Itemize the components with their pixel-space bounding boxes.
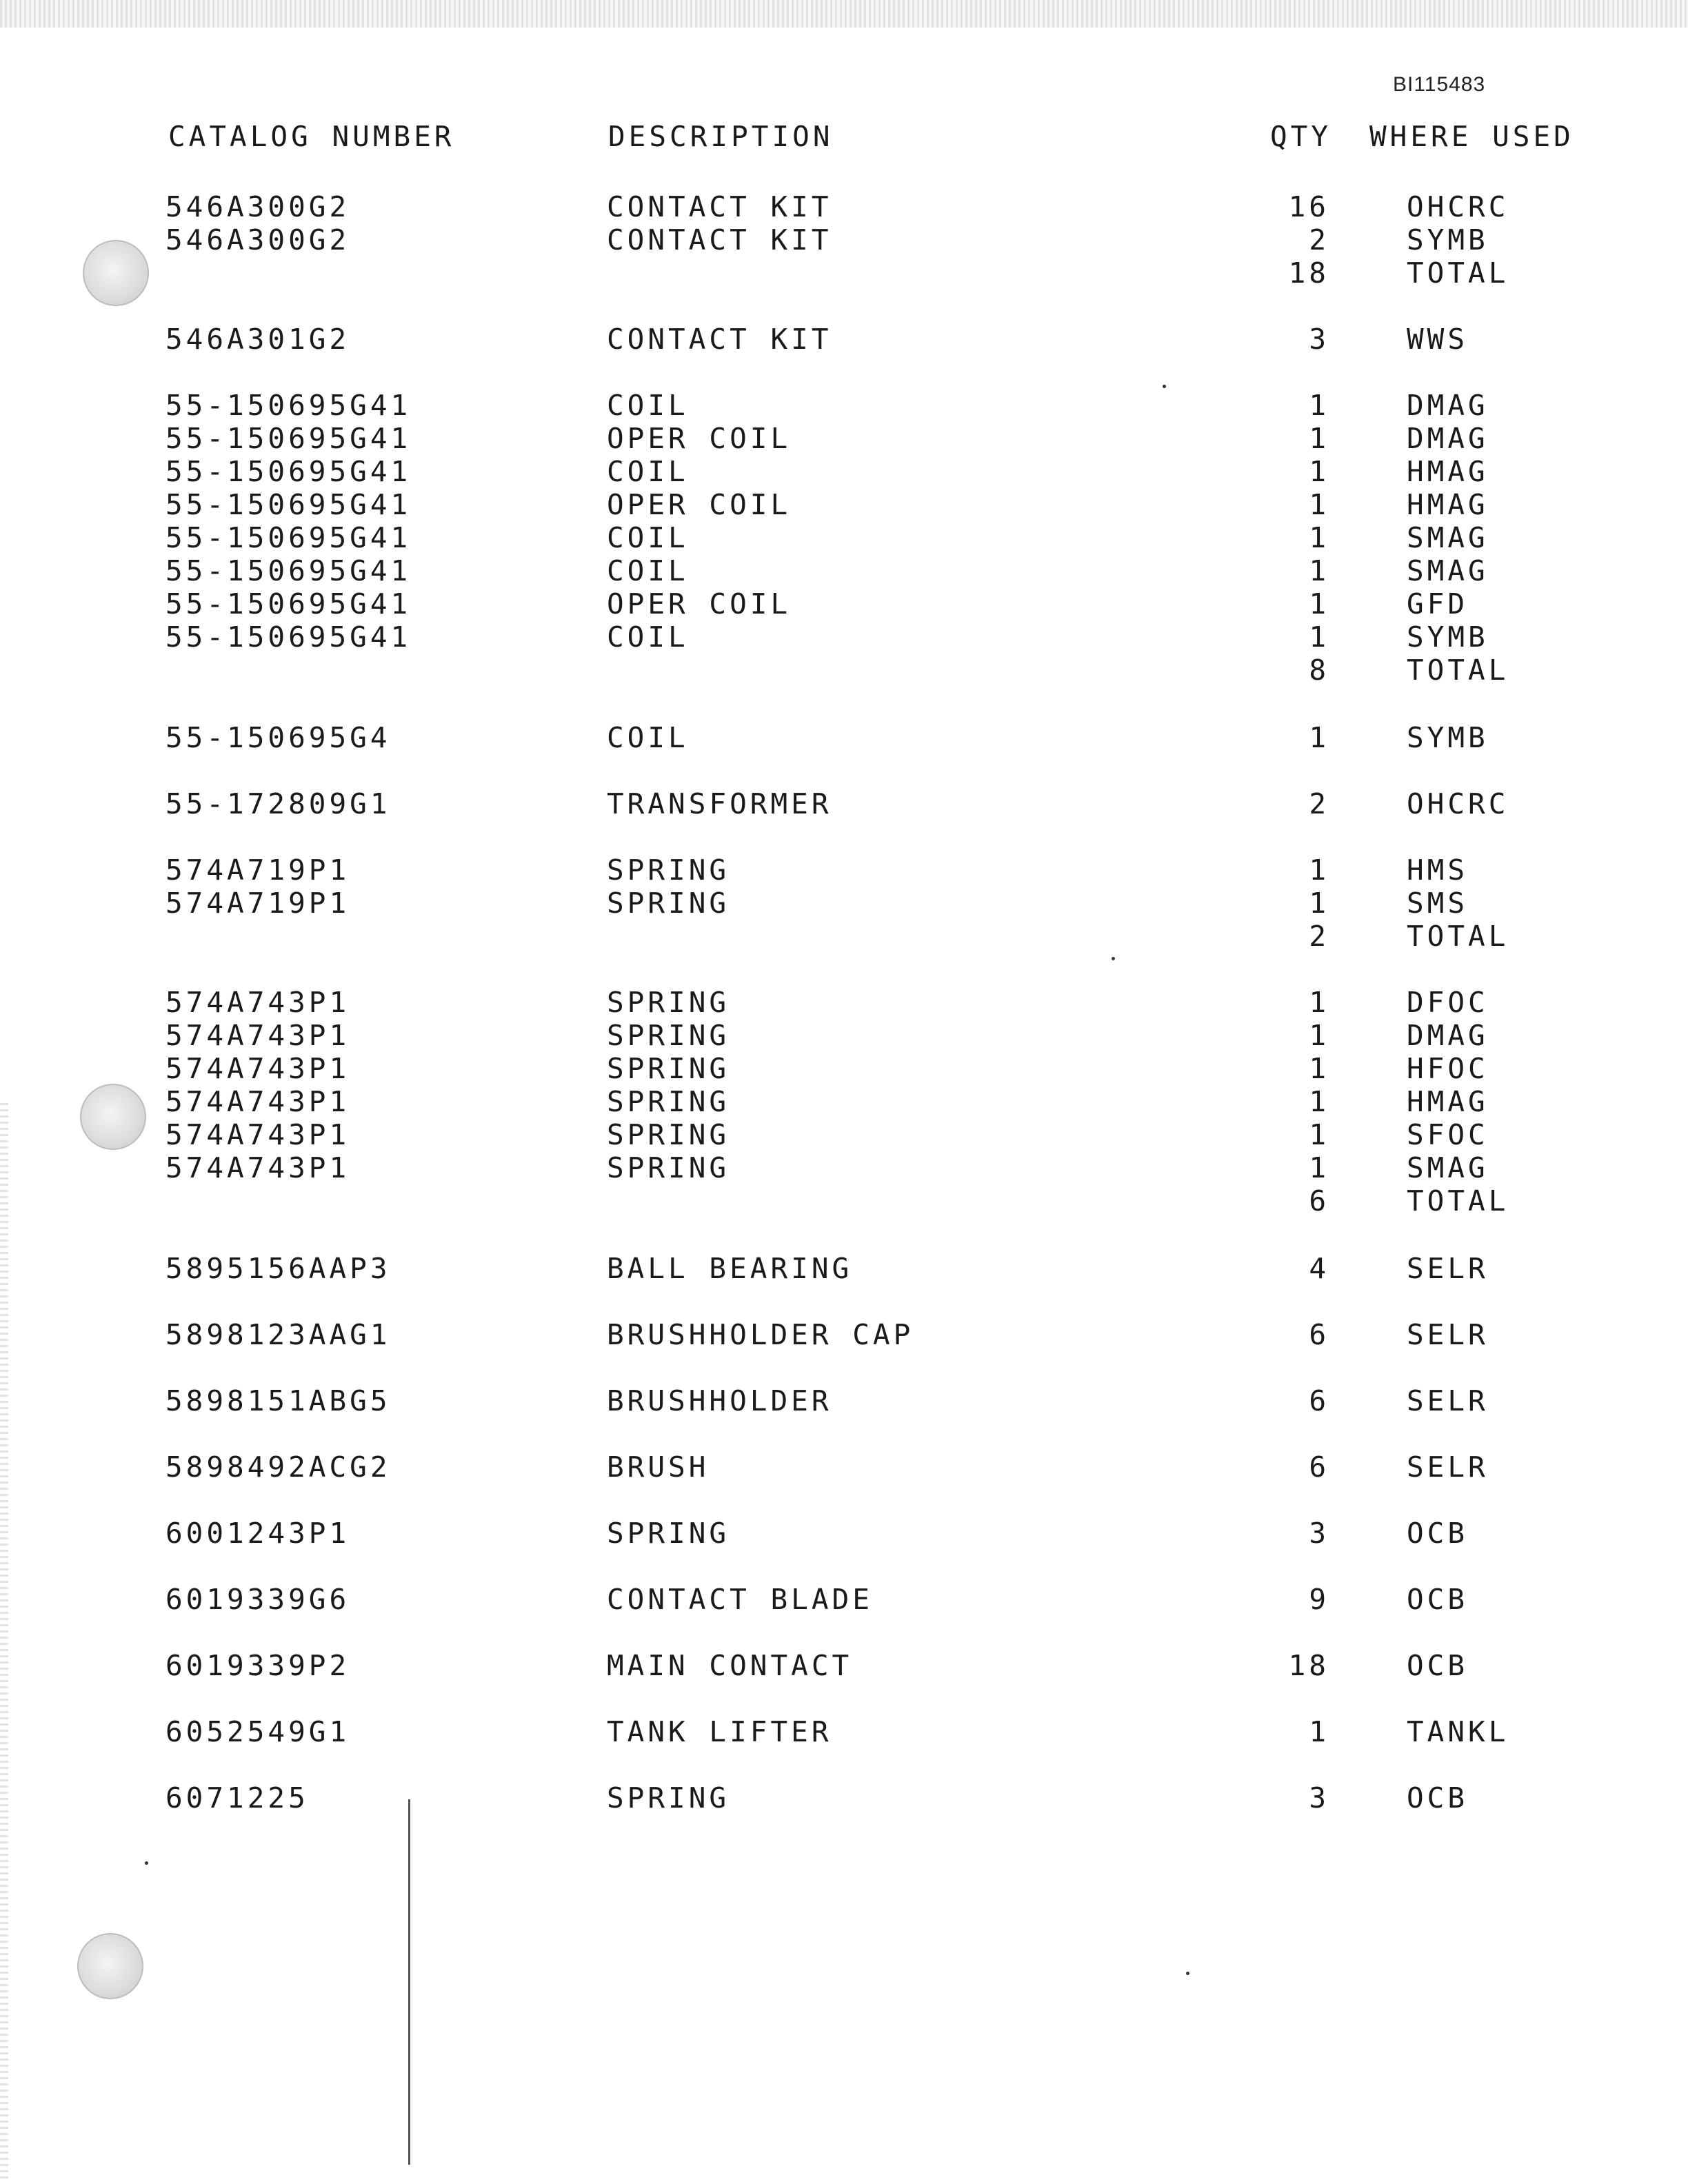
- quantity: 9: [1309, 1583, 1329, 1616]
- description: SPRING: [607, 1517, 730, 1550]
- catalog-number: 574A743P1: [165, 986, 350, 1019]
- catalog-number: 6001243P1: [165, 1517, 350, 1550]
- where-used: SMAG: [1407, 1151, 1489, 1184]
- description: BALL BEARING: [607, 1252, 853, 1285]
- description: SPRING: [607, 887, 730, 920]
- where-used: HMS: [1407, 853, 1469, 887]
- where-used: TANKL: [1407, 1715, 1509, 1748]
- where-used: OCB: [1407, 1517, 1469, 1550]
- where-used: OCB: [1407, 1649, 1469, 1682]
- where-used: OHCRC: [1407, 190, 1509, 223]
- quantity: 8: [1309, 654, 1329, 687]
- table-row: [0, 721, 1688, 754]
- quantity: 3: [1309, 1781, 1329, 1814]
- where-used: OCB: [1407, 1583, 1469, 1616]
- quantity: 4: [1309, 1252, 1329, 1285]
- quantity: 18: [1288, 1649, 1329, 1682]
- catalog-number: 5898123AAG1: [165, 1318, 391, 1351]
- description: TANK LIFTER: [607, 1715, 832, 1748]
- where-used: SYMB: [1407, 620, 1489, 654]
- catalog-number: 55-150695G41: [165, 521, 412, 554]
- where-used: TOTAL: [1407, 654, 1509, 687]
- catalog-number: 574A743P1: [165, 1019, 350, 1052]
- catalog-number: 55-150695G41: [165, 389, 412, 422]
- table-row: [0, 853, 1688, 887]
- where-used: HFOC: [1407, 1052, 1489, 1085]
- quantity: 6: [1309, 1384, 1329, 1417]
- table-row: [0, 223, 1688, 256]
- quantity: 2: [1309, 920, 1329, 953]
- catalog-number: 55-150695G4: [165, 721, 391, 754]
- table-row: [0, 1318, 1688, 1351]
- quantity: 3: [1309, 323, 1329, 356]
- description: SPRING: [607, 1781, 730, 1814]
- punch-hole-bottom: [77, 1933, 143, 1999]
- catalog-number: 574A743P1: [165, 1085, 350, 1118]
- quantity: 1: [1309, 853, 1329, 887]
- catalog-number: 5895156AAP3: [165, 1252, 391, 1285]
- where-used: DMAG: [1407, 422, 1489, 455]
- table-row: [0, 887, 1688, 920]
- header-qty: QTY: [1270, 120, 1332, 153]
- description: SPRING: [607, 1118, 730, 1151]
- catalog-number: 574A719P1: [165, 887, 350, 920]
- quantity: 1: [1309, 1019, 1329, 1052]
- quantity: 2: [1309, 223, 1329, 256]
- table-row: [0, 455, 1688, 488]
- table-row: [0, 587, 1688, 620]
- catalog-number: 5898492ACG2: [165, 1450, 391, 1484]
- table-row: [0, 920, 1688, 953]
- where-used: DMAG: [1407, 1019, 1489, 1052]
- table-row: [0, 1450, 1688, 1484]
- quantity: 3: [1309, 1517, 1329, 1550]
- document-id: BI115483: [1393, 73, 1486, 96]
- where-used: GFD: [1407, 587, 1469, 620]
- table-row: [0, 521, 1688, 554]
- catalog-number: 55-150695G41: [165, 620, 412, 654]
- table-row: [0, 1052, 1688, 1085]
- where-used: SELR: [1407, 1450, 1489, 1484]
- table-row: [0, 654, 1688, 687]
- table-row: [0, 389, 1688, 422]
- catalog-number: 546A300G2: [165, 190, 350, 223]
- where-used: WWS: [1407, 323, 1469, 356]
- where-used: SMAG: [1407, 521, 1489, 554]
- quantity: 1: [1309, 554, 1329, 587]
- description: SPRING: [607, 1052, 730, 1085]
- where-used: TOTAL: [1407, 256, 1509, 290]
- where-used: SELR: [1407, 1252, 1489, 1285]
- where-used: HMAG: [1407, 455, 1489, 488]
- catalog-number: 6052549G1: [165, 1715, 350, 1748]
- description: BRUSHHOLDER: [607, 1384, 832, 1417]
- scan-speck: [1186, 1972, 1189, 1975]
- description: MAIN CONTACT: [607, 1649, 853, 1682]
- scan-speck: [145, 1861, 148, 1865]
- catalog-number: 55-150695G41: [165, 587, 412, 620]
- table-row: [0, 1019, 1688, 1052]
- quantity: 1: [1309, 455, 1329, 488]
- table-row: [0, 787, 1688, 820]
- table-row: [0, 1151, 1688, 1184]
- quantity: 1: [1309, 1118, 1329, 1151]
- catalog-number: 6071225: [165, 1781, 309, 1814]
- quantity: 1: [1309, 422, 1329, 455]
- quantity: 6: [1309, 1450, 1329, 1484]
- where-used: SELR: [1407, 1318, 1489, 1351]
- description: CONTACT BLADE: [607, 1583, 873, 1616]
- description: COIL: [607, 521, 689, 554]
- table-row: [0, 1184, 1688, 1217]
- catalog-number: 574A743P1: [165, 1052, 350, 1085]
- where-used: OCB: [1407, 1781, 1469, 1814]
- table-row: [0, 1649, 1688, 1682]
- quantity: 1: [1309, 389, 1329, 422]
- catalog-number: 6019339P2: [165, 1649, 350, 1682]
- catalog-number: 574A719P1: [165, 853, 350, 887]
- catalog-number: 6019339G6: [165, 1583, 350, 1616]
- header-catalog-number: CATALOG NUMBER: [168, 120, 455, 153]
- table-row: [0, 190, 1688, 223]
- quantity: 16: [1288, 190, 1329, 223]
- where-used: SYMB: [1407, 223, 1489, 256]
- catalog-number: 55-150695G41: [165, 455, 412, 488]
- description: OPER COIL: [607, 488, 792, 521]
- table-row: [0, 1517, 1688, 1550]
- catalog-number: 574A743P1: [165, 1118, 350, 1151]
- where-used: SMAG: [1407, 554, 1489, 587]
- catalog-number: 546A300G2: [165, 223, 350, 256]
- catalog-number: 55-150695G41: [165, 422, 412, 455]
- scan-edge-strip: [0, 0, 1688, 28]
- quantity: 1: [1309, 620, 1329, 654]
- quantity: 1: [1309, 587, 1329, 620]
- description: COIL: [607, 721, 689, 754]
- table-row: [0, 1781, 1688, 1814]
- description: CONTACT KIT: [607, 190, 832, 223]
- catalog-number: 55-150695G41: [165, 488, 412, 521]
- where-used: SYMB: [1407, 721, 1489, 754]
- table-row: [0, 256, 1688, 290]
- where-used: OHCRC: [1407, 787, 1509, 820]
- quantity: 1: [1309, 1151, 1329, 1184]
- quantity: 2: [1309, 787, 1329, 820]
- table-row: [0, 1252, 1688, 1285]
- quantity: 1: [1309, 721, 1329, 754]
- description: SPRING: [607, 1151, 730, 1184]
- description: SPRING: [607, 1019, 730, 1052]
- table-row: [0, 1384, 1688, 1417]
- quantity: 6: [1309, 1184, 1329, 1217]
- description: COIL: [607, 620, 689, 654]
- where-used: HMAG: [1407, 1085, 1489, 1118]
- scan-speck: [1163, 385, 1166, 388]
- table-row: [0, 488, 1688, 521]
- where-used: DFOC: [1407, 986, 1489, 1019]
- where-used: DMAG: [1407, 389, 1489, 422]
- header-where-used: WHERE USED: [1369, 120, 1574, 153]
- description: TRANSFORMER: [607, 787, 832, 820]
- quantity: 1: [1309, 488, 1329, 521]
- where-used: TOTAL: [1407, 920, 1509, 953]
- quantity: 1: [1309, 1715, 1329, 1748]
- catalog-number: 546A301G2: [165, 323, 350, 356]
- description: OPER COIL: [607, 422, 792, 455]
- description: BRUSH: [607, 1450, 710, 1484]
- description: COIL: [607, 455, 689, 488]
- where-used: SMS: [1407, 887, 1469, 920]
- table-row: [0, 620, 1688, 654]
- table-row: [0, 1583, 1688, 1616]
- where-used: TOTAL: [1407, 1184, 1509, 1217]
- catalog-number: 55-150695G41: [165, 554, 412, 587]
- description: BRUSHHOLDER CAP: [607, 1318, 914, 1351]
- description: SPRING: [607, 986, 730, 1019]
- table-row: [0, 1118, 1688, 1151]
- description: COIL: [607, 554, 689, 587]
- quantity: 18: [1288, 256, 1329, 290]
- header-description: DESCRIPTION: [608, 120, 834, 153]
- description: CONTACT KIT: [607, 223, 832, 256]
- table-row: [0, 323, 1688, 356]
- quantity: 1: [1309, 887, 1329, 920]
- scan-speck: [1112, 957, 1115, 960]
- table-row: [0, 986, 1688, 1019]
- where-used: SFOC: [1407, 1118, 1489, 1151]
- description: CONTACT KIT: [607, 323, 832, 356]
- description: SPRING: [607, 1085, 730, 1118]
- quantity: 1: [1309, 1052, 1329, 1085]
- table-row: [0, 1085, 1688, 1118]
- description: OPER COIL: [607, 587, 792, 620]
- quantity: 6: [1309, 1318, 1329, 1351]
- quantity: 1: [1309, 986, 1329, 1019]
- description: SPRING: [607, 853, 730, 887]
- catalog-number: 574A743P1: [165, 1151, 350, 1184]
- quantity: 1: [1309, 1085, 1329, 1118]
- description: COIL: [607, 389, 689, 422]
- catalog-number: 55-172809G1: [165, 787, 391, 820]
- quantity: 1: [1309, 521, 1329, 554]
- table-row: [0, 422, 1688, 455]
- table-row: [0, 554, 1688, 587]
- table-row: [0, 1715, 1688, 1748]
- where-used: SELR: [1407, 1384, 1489, 1417]
- catalog-number: 5898151ABG5: [165, 1384, 391, 1417]
- scan-vertical-mark: [408, 1799, 410, 2165]
- where-used: HMAG: [1407, 488, 1489, 521]
